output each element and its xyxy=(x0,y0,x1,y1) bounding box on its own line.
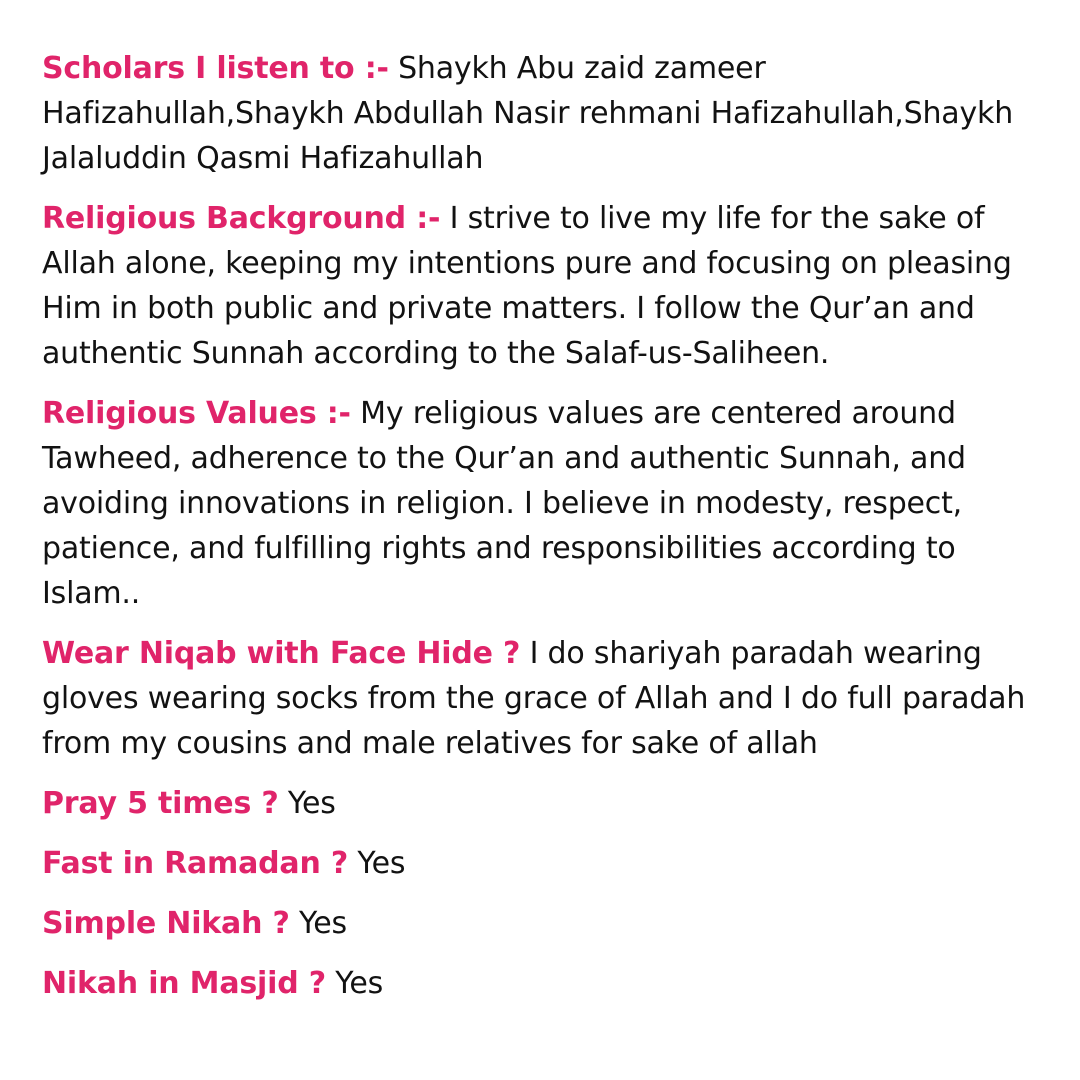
fast-label: Fast in Ramadan ? xyxy=(42,846,349,881)
simple-nikah-label: Simple Nikah ? xyxy=(42,906,290,941)
religious-values-value: My religious values are centered around Tawheed, adherence to the Qur’an and authentic Sunnah, and avoiding innovations in religion. I believe in modesty, respect, patience, and fulfilling rights and responsibilities according to Islam.. xyxy=(42,396,966,611)
scholars-value: Shaykh Abu zaid zameer Hafizahullah,Shaykh Abdullah Nasir rehmani Hafizahullah,Shaykh Jalaluddin Qasmi Hafizahullah xyxy=(42,51,1014,176)
nikah-masjid-entry xyxy=(42,961,1042,1006)
fast-value: Yes xyxy=(357,846,406,881)
nikah-masjid-value: Yes xyxy=(335,966,384,1001)
nikah-masjid-label: Nikah in Masjid ? xyxy=(42,966,326,1001)
religious-values-entry xyxy=(42,391,1042,616)
niqab-entry xyxy=(42,631,1042,766)
pray-entry xyxy=(42,781,1042,826)
niqab-label: Wear Niqab with Face Hide ? xyxy=(42,636,521,671)
fast-entry xyxy=(42,841,1042,886)
niqab-value: I do shariyah paradah wearing gloves wearing socks from the grace of Allah and I do full paradah from my cousins and male relatives for sake of allah xyxy=(42,636,1026,761)
scholars-entry xyxy=(42,46,1042,181)
scholars-label: Scholars I listen to :- xyxy=(42,51,389,86)
religious-values-label: Religious Values :- xyxy=(42,396,351,431)
religious-background-value: I strive to live my life for the sake of Allah alone, keeping my intentions pure and focusing on pleasing Him in both public and private matters. I follow the Qur’an and authentic Sunnah according to the Salaf-us-Saliheen. xyxy=(42,201,1012,371)
profile-content xyxy=(42,46,1042,1021)
religious-background-label: Religious Background :- xyxy=(42,201,441,236)
pray-value: Yes xyxy=(287,786,336,821)
pray-label: Pray 5 times ? xyxy=(42,786,279,821)
simple-nikah-entry xyxy=(42,901,1042,946)
simple-nikah-value: Yes xyxy=(299,906,347,941)
religious-background-entry xyxy=(42,196,1042,376)
